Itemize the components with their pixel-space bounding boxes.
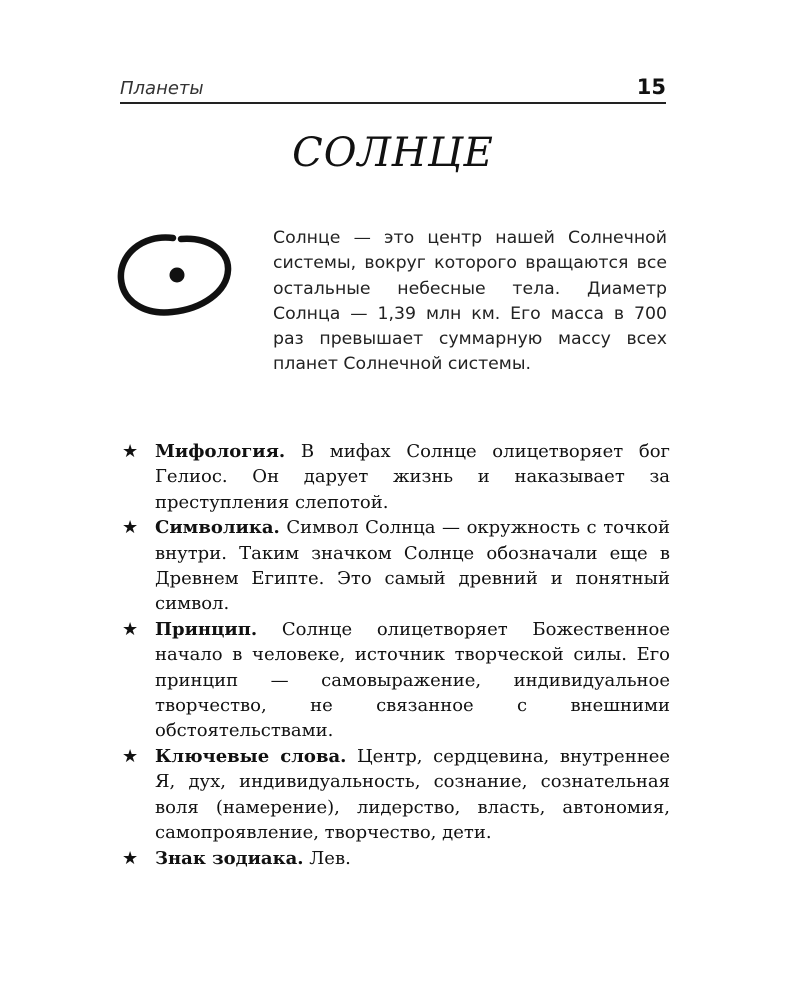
star-icon: ★ xyxy=(122,441,139,462)
list-item-text: Солнце олицетворяет Божественное начало в человеке, источник творческой силы. Его принцип — самовыражение, индивидуальное творчество, не связанное с внешними обстоятельствами. xyxy=(155,618,670,742)
list-item-text: Лев. xyxy=(309,847,351,869)
list-item-term: Принцип. xyxy=(155,618,258,640)
list-item xyxy=(122,744,670,846)
sun-circle-dot-icon xyxy=(117,232,237,316)
list-item-term: Символика. xyxy=(155,517,280,539)
star-icon: ★ xyxy=(122,745,139,767)
list-item-text: Центр, сердцевина, внутреннее Я, дух, индивидуальность, сознание, сознательная воля (намерение), лидерство, власть, автономия, самопроявление, творчество, дети. xyxy=(155,745,671,844)
list-item xyxy=(122,617,670,744)
sun-center-dot xyxy=(170,268,185,283)
running-header xyxy=(120,74,666,104)
list-item xyxy=(122,515,670,617)
list-item-term: Ключевые слова. xyxy=(155,745,347,767)
list-item xyxy=(122,439,670,515)
intro-paragraph: Солнце — это центр нашей Солнечной системы, вокруг которого вращаются все остальные небесные тела. Диаметр Солнца — 1,39 млн км. Его масса в 700 раз превышает суммарную массу всех планет Солнечной системы. xyxy=(273,228,667,375)
list-item-term: Мифология. xyxy=(155,441,286,462)
list-item-term: Знак зодиака. xyxy=(155,847,304,869)
page-title: СОЛНЦЕ xyxy=(292,130,494,176)
page-number: 15 xyxy=(636,75,666,99)
list-item-text: В мифах Солнце олицетворяет бог Гелиос. Он дарует жизнь и наказывает за преступления слепотой. xyxy=(155,441,670,513)
star-icon: ★ xyxy=(122,847,139,869)
list-item xyxy=(122,846,670,871)
star-icon: ★ xyxy=(122,517,139,539)
list-item-text: Символ Солнца — окружность с точкой внутри. Таким значком Солнце обозначали еще в Древнем Египте. Это самый древний и понятный символ. xyxy=(155,517,670,615)
star-icon: ★ xyxy=(122,618,139,640)
section-name: Планеты xyxy=(120,78,204,99)
bullet-list xyxy=(122,439,670,871)
